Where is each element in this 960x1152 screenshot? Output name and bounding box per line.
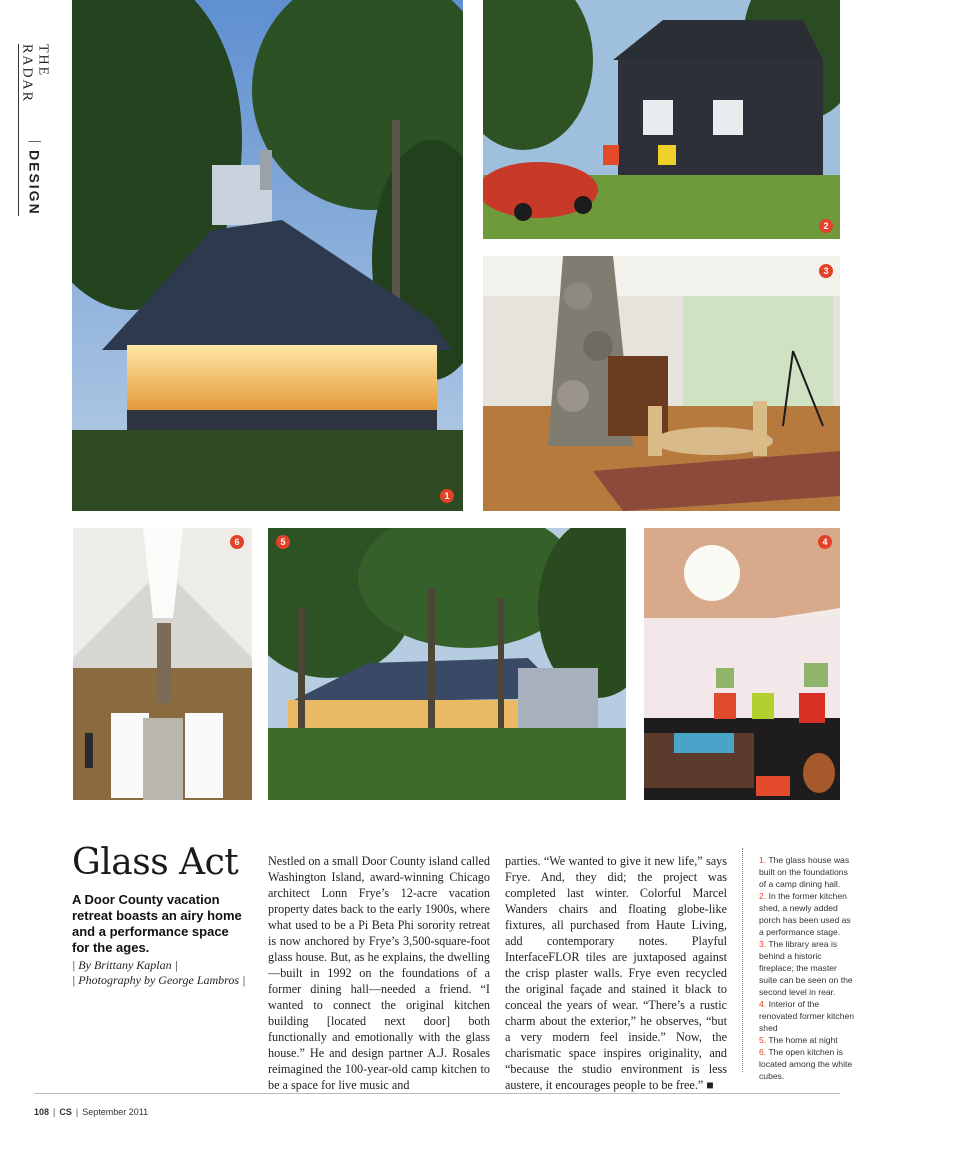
caption-number: 3. (759, 939, 767, 949)
caption-item (759, 890, 855, 938)
page-number: 108 (34, 1107, 50, 1117)
footer-separator: | (75, 1107, 79, 1117)
photo-badge: 6 (230, 535, 244, 549)
caption-item (759, 854, 855, 890)
kitchen-shed-image (483, 0, 840, 239)
photo-1-glass-house (72, 0, 463, 511)
body-column-1: Nestled on a small Door County island called Washington Island, award-winning Chicago architect Lonn Frye’s 12-acre vacation property dates back to the early 1900s, where what used to be a Pi Beta Phi sorority retreat is now anchored by Frye’s 3,500-square-foot glass house. But, as he explains, the dwelling—built in 1992 on the foundations of a former dining hall—needed a friend. “I wanted to connect the original kitchen building [located next door] both functionally and emotionally with the glass house.” He and design partner A.J. Rosales reimagined the 100-year-old camp kitchen to be a space for live music and (268, 854, 490, 1092)
photo-badge: 4 (818, 535, 832, 549)
photo-2-kitchen-shed (483, 0, 840, 239)
caption-text: Interior of the renovated former kitchen shed (759, 999, 855, 1033)
caption-item (759, 1046, 855, 1082)
article-dek: A Door County vacation retreat boasts an airy home and a performance space for the ages. (72, 892, 242, 955)
footer-rule (34, 1093, 840, 1094)
article-title: Glass Act (72, 842, 239, 883)
caption-number: 4. (759, 999, 767, 1009)
shed-interior-image (644, 528, 840, 800)
glass-house-image (72, 0, 463, 511)
caption-item (759, 998, 855, 1034)
photo-5-home-at-night (268, 528, 626, 800)
home-at-night-image (268, 528, 626, 800)
magazine-name: CS (59, 1107, 72, 1117)
photo-3-library (483, 256, 840, 511)
caption-number: 5. (759, 1035, 767, 1045)
section-separator: | (27, 139, 43, 145)
caption-number: 1. (759, 855, 767, 865)
photo-credit: | Photography by George Lambros | (72, 973, 246, 987)
photo-4-shed-interior (644, 528, 840, 800)
page-footer (34, 1107, 148, 1117)
caption-text: The library area is behind a historic fireplace; the master suite can be seen on the second level in rear. (759, 939, 853, 997)
body-column-2: parties. “We wanted to give it new life,” says Frye. And, they did; the project was completed last winter. Colorful Marcel Wanders chairs and floating globe-like fixtures, all purchased from Haute Living, add contemporary notes. Playful InterfaceFLOR tiles are juxtaposed against the crisp plaster walls. Frye even recycled the original façade and stained it black to conceal the years of wear. “There’s a rustic charm about the exterior,” he observes, “but a very modern feel inside.” Now, the charismatic space inspires originality, and “because the studio environment is less austere, it encourages people to be free.” ■ (505, 854, 727, 1092)
photo-badge: 5 (276, 535, 290, 549)
photo-captions (759, 854, 855, 1082)
caption-text: In the former kitchen shed, a newly added porch has been used as a performance stage. (759, 891, 851, 937)
caption-text: The open kitchen is located among the white cubes. (759, 1047, 853, 1081)
caption-text: The home at night (768, 1035, 838, 1045)
photo-6-open-kitchen (73, 528, 252, 800)
photo-badge: 1 (440, 489, 454, 503)
section-label (18, 44, 51, 216)
caption-number: 2. (759, 891, 767, 901)
library-image (483, 256, 840, 511)
photo-badge: 2 (819, 219, 833, 233)
caption-number: 6. (759, 1047, 767, 1057)
issue-date: September 2011 (82, 1107, 149, 1117)
footer-separator: | (53, 1107, 56, 1117)
byline: | By Brittany Kaplan | (72, 958, 178, 972)
caption-item (759, 1034, 855, 1046)
photo-badge: 3 (819, 264, 833, 278)
open-kitchen-image (73, 528, 252, 800)
caption-text: The glass house was built on the foundations of a camp dining hall. (759, 855, 850, 889)
caption-item (759, 938, 855, 998)
section-name: THE RADAR (19, 44, 51, 104)
caption-divider (742, 848, 743, 1072)
section-topic: DESIGN (26, 150, 43, 216)
